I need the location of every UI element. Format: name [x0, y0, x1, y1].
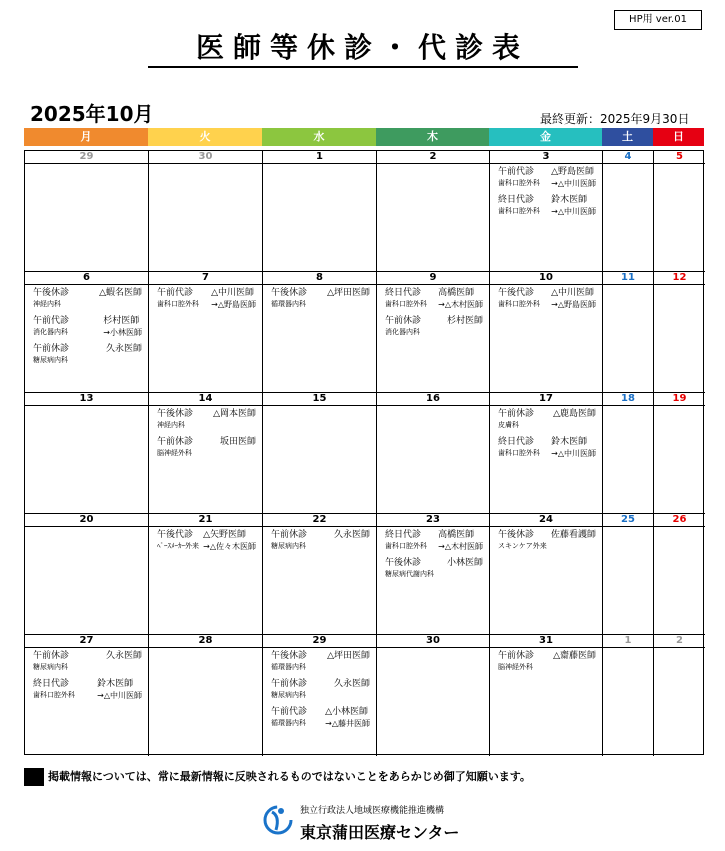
entry-department: 歯科口腔外科 — [498, 300, 540, 308]
day-number: 15 — [263, 393, 376, 406]
weekday-header: 火 — [148, 128, 262, 146]
day-number: 11 — [603, 272, 653, 285]
entry-department: ﾍﾟｰｽﾒｰｶｰ外来 — [157, 542, 199, 550]
entry-department: 糖尿病代謝内科 — [385, 570, 434, 578]
entry-left — [271, 707, 307, 729]
day-cell — [263, 514, 377, 635]
entry-left — [385, 530, 427, 552]
day-cell — [25, 393, 149, 514]
day-cell — [263, 393, 377, 514]
entry-department: 循環器内科 — [271, 663, 306, 671]
day-number: 3 — [490, 151, 602, 164]
organization-name: 東京蒲田医療センター — [300, 823, 460, 842]
entry-type: 午前休診 — [498, 651, 535, 661]
day-cell — [603, 272, 654, 393]
entry-type: 終日代診 — [498, 195, 535, 205]
entry-right — [106, 344, 142, 355]
day-number: 30 — [149, 151, 262, 164]
entry-left — [271, 679, 307, 701]
entry-type: 午後休診 — [498, 530, 535, 540]
entry-left — [498, 437, 540, 459]
entry-department: スキンケア外来 — [498, 542, 547, 550]
day-cell — [263, 151, 377, 272]
schedule-entry — [265, 679, 374, 707]
entry-type: 午後代診 — [157, 530, 194, 540]
day-number: 17 — [490, 393, 602, 406]
day-cell — [25, 635, 149, 756]
day-number: 30 — [377, 635, 489, 648]
day-cell — [603, 151, 654, 272]
schedule-entry — [492, 409, 600, 437]
entry-left — [271, 530, 307, 552]
day-cell — [377, 635, 490, 756]
entry-doctor: 杉村医師 — [103, 316, 140, 326]
entry-doctor: 坂田医師 — [219, 437, 256, 447]
schedule-entry — [265, 707, 374, 735]
day-number: 2 — [654, 635, 705, 648]
schedule-entry — [265, 530, 374, 558]
day-number: 28 — [149, 635, 262, 648]
entry-department: 糖尿病内科 — [33, 356, 68, 364]
entry-type: 午後代診 — [498, 288, 535, 298]
schedule-entry — [379, 288, 487, 316]
day-cell — [149, 635, 263, 756]
month-label: 2025年10月 — [30, 102, 154, 126]
day-number: 13 — [25, 393, 148, 406]
entry-type: 午前代診 — [157, 288, 194, 298]
entry-left — [385, 288, 427, 310]
day-number: 23 — [377, 514, 489, 527]
day-cell — [654, 272, 705, 393]
entry-type: 午前休診 — [385, 316, 422, 326]
day-number: 14 — [149, 393, 262, 406]
day-number: 4 — [603, 151, 653, 164]
schedule-entry — [151, 409, 260, 437]
entry-substitute: →小林医師 — [103, 328, 142, 337]
entry-right — [447, 558, 483, 569]
notice-marker — [24, 768, 44, 786]
day-cell — [377, 272, 490, 393]
entry-left — [385, 558, 434, 580]
page-title: 医師等休診・代診表 — [195, 31, 529, 64]
entry-substitute: →△野島医師 — [211, 300, 256, 309]
entry-substitute: →△中川医師 — [551, 449, 596, 458]
entry-left — [157, 530, 199, 552]
schedule-entry — [27, 679, 146, 707]
entry-department: 歯科口腔外科 — [385, 300, 427, 308]
entry-left — [33, 651, 69, 673]
day-number: 20 — [25, 514, 148, 527]
day-cell — [377, 393, 490, 514]
day-number: 10 — [490, 272, 602, 285]
entry-left — [33, 288, 69, 310]
entry-department: 脳神経外科 — [498, 663, 533, 671]
entry-right — [213, 409, 256, 420]
notice — [24, 768, 531, 786]
schedule-entry — [27, 288, 146, 316]
day-number: 9 — [377, 272, 489, 285]
entry-right — [553, 651, 596, 662]
notice-text: 掲載情報については、常に最新情報に反映されるものではないことをあらかじめ御了知願います。 — [48, 770, 531, 783]
entry-right — [551, 195, 596, 217]
entry-department: 糖尿病内科 — [271, 691, 306, 699]
entry-doctor: 高橋医師 — [438, 288, 475, 298]
entry-left — [498, 288, 540, 310]
entry-doctor: △小林医師 — [325, 707, 369, 717]
entry-doctor: △坪田医師 — [327, 288, 370, 298]
entry-right — [334, 679, 370, 690]
entry-doctor: 久永医師 — [105, 344, 142, 354]
entry-type: 午前休診 — [271, 679, 308, 689]
calendar-grid — [24, 150, 704, 755]
title-underline — [148, 66, 578, 68]
schedule-entry — [492, 288, 600, 316]
entry-doctor: △坪田医師 — [327, 651, 370, 661]
entry-doctor: 佐藤看護師 — [550, 530, 596, 540]
day-number: 1 — [263, 151, 376, 164]
entry-type: 終日代診 — [385, 288, 422, 298]
entry-doctor: △蝦名医師 — [99, 288, 142, 298]
day-number: 18 — [603, 393, 653, 406]
schedule-entry — [492, 530, 600, 558]
entry-left — [498, 651, 534, 673]
entry-right — [447, 316, 483, 327]
entry-right — [327, 651, 370, 662]
entry-department: 消化器内科 — [33, 328, 68, 336]
day-cell — [149, 272, 263, 393]
hospital-logo-icon — [262, 802, 294, 838]
entry-type: 午後休診 — [271, 288, 308, 298]
entry-left — [498, 167, 540, 189]
entry-right — [97, 679, 142, 701]
entry-left — [498, 530, 547, 552]
entry-doctor: 久永医師 — [333, 530, 370, 540]
day-cell — [654, 393, 705, 514]
day-cell — [149, 514, 263, 635]
entry-type: 終日代診 — [498, 437, 535, 447]
entry-doctor: △矢野医師 — [203, 530, 247, 540]
entry-department: 循環器内科 — [271, 719, 306, 727]
schedule-entry — [265, 288, 374, 316]
entry-department: 消化器内科 — [385, 328, 420, 336]
entry-right — [334, 530, 370, 541]
day-cell — [25, 514, 149, 635]
entry-doctor: 鈴木医師 — [551, 195, 588, 205]
entry-right — [99, 288, 142, 299]
entry-doctor: 久永医師 — [105, 651, 142, 661]
entry-doctor: △中川医師 — [551, 288, 595, 298]
day-cell — [490, 393, 603, 514]
entry-left — [157, 288, 199, 310]
entry-right — [211, 288, 256, 310]
schedule-entry — [27, 316, 146, 344]
entry-right — [551, 437, 596, 459]
entry-right — [220, 437, 256, 448]
entry-department: 歯科口腔外科 — [385, 542, 427, 550]
schedule-entry — [492, 195, 600, 223]
entry-substitute: →△佐々木医師 — [203, 542, 256, 551]
entry-department: 糖尿病内科 — [33, 663, 68, 671]
entry-type: 午前休診 — [271, 530, 308, 540]
entry-department: 循環器内科 — [271, 300, 306, 308]
day-number: 29 — [263, 635, 376, 648]
entry-right — [106, 651, 142, 662]
day-cell — [377, 514, 490, 635]
entry-right — [103, 316, 142, 338]
entry-substitute: →△藤井医師 — [325, 719, 370, 728]
entry-left — [271, 651, 307, 673]
entry-doctor: △岡本医師 — [213, 409, 256, 419]
entry-type: 午前休診 — [33, 651, 70, 661]
day-number: 21 — [149, 514, 262, 527]
day-cell — [263, 272, 377, 393]
version-label: HP用 ver.01 — [614, 10, 702, 30]
day-number: 25 — [603, 514, 653, 527]
day-cell — [25, 151, 149, 272]
schedule-entry — [27, 344, 146, 372]
entry-type: 午前代診 — [498, 167, 535, 177]
entry-doctor: 高橋医師 — [438, 530, 475, 540]
entry-type: 午後休診 — [385, 558, 422, 568]
entry-type: 午前休診 — [157, 437, 194, 447]
schedule-entry — [492, 167, 600, 195]
day-number: 24 — [490, 514, 602, 527]
day-number: 31 — [490, 635, 602, 648]
entry-left — [157, 409, 193, 431]
entry-substitute: →△中川医師 — [97, 691, 142, 700]
schedule-entry — [379, 558, 487, 586]
entry-right — [551, 288, 596, 310]
entry-right — [553, 409, 596, 420]
entry-department: 歯科口腔外科 — [33, 691, 75, 699]
weekday-header: 日 — [653, 128, 704, 146]
entry-department: 脳神経外科 — [157, 449, 192, 457]
entry-left — [498, 195, 540, 217]
weekday-header: 木 — [376, 128, 489, 146]
entry-department: 歯科口腔外科 — [498, 207, 540, 215]
entry-type: 終日代診 — [385, 530, 422, 540]
entry-left — [33, 344, 69, 366]
day-number: 29 — [25, 151, 148, 164]
schedule-entry — [492, 651, 600, 679]
entry-type: 午前代診 — [271, 707, 308, 717]
entry-doctor: 鈴木医師 — [551, 437, 588, 447]
day-number: 8 — [263, 272, 376, 285]
entry-department: 神経内科 — [33, 300, 61, 308]
day-cell — [654, 635, 705, 756]
entry-department: 歯科口腔外科 — [498, 179, 540, 187]
day-number: 19 — [654, 393, 705, 406]
weekday-header: 金 — [489, 128, 602, 146]
entry-type: 午後休診 — [33, 288, 70, 298]
schedule-entry — [492, 437, 600, 465]
entry-department: 歯科口腔外科 — [498, 449, 540, 457]
weekday-header: 水 — [262, 128, 376, 146]
entry-department: 皮膚科 — [498, 421, 519, 429]
schedule-entry — [379, 316, 487, 344]
entry-right — [325, 707, 370, 729]
day-number: 26 — [654, 514, 705, 527]
entry-doctor: △齋藤医師 — [553, 651, 596, 661]
schedule-entry — [151, 437, 260, 465]
day-cell — [25, 272, 149, 393]
last-updated: 最終更新：2025年9月30日 — [540, 112, 690, 126]
entry-left — [33, 316, 69, 338]
entry-department: 神経内科 — [157, 421, 185, 429]
entry-doctor: △中川医師 — [211, 288, 255, 298]
entry-left — [271, 288, 307, 310]
day-cell — [149, 393, 263, 514]
day-number: 7 — [149, 272, 262, 285]
day-cell — [377, 151, 490, 272]
entry-right — [327, 288, 370, 299]
entry-doctor: △鹿島医師 — [553, 409, 596, 419]
schedule-entry — [265, 651, 374, 679]
entry-left — [33, 679, 75, 701]
day-number: 22 — [263, 514, 376, 527]
entry-doctor: 小林医師 — [446, 558, 483, 568]
entry-type: 午前代診 — [33, 316, 70, 326]
entry-department: 糖尿病内科 — [271, 542, 306, 550]
schedule-entry — [27, 651, 146, 679]
entry-doctor: △野島医師 — [551, 167, 595, 177]
entry-right — [438, 288, 483, 310]
schedule-entry — [151, 288, 260, 316]
day-cell — [490, 635, 603, 756]
entry-type: 午後休診 — [157, 409, 194, 419]
entry-substitute: →△木村医師 — [438, 300, 483, 309]
entry-department: 歯科口腔外科 — [157, 300, 199, 308]
entry-type: 午前休診 — [498, 409, 535, 419]
day-cell — [149, 151, 263, 272]
entry-left — [385, 316, 421, 338]
day-cell — [654, 151, 705, 272]
entry-substitute: →△野島医師 — [551, 300, 596, 309]
day-number: 27 — [25, 635, 148, 648]
day-number: 5 — [654, 151, 705, 164]
entry-right — [551, 530, 596, 541]
day-cell — [603, 393, 654, 514]
entry-doctor: 鈴木医師 — [97, 679, 134, 689]
entry-left — [498, 409, 534, 431]
day-number: 2 — [377, 151, 489, 164]
entry-substitute: →△中川医師 — [551, 179, 596, 188]
organization-parent: 独立行政法人地域医療機能推進機構 — [300, 806, 445, 816]
entry-left — [157, 437, 193, 459]
weekday-header: 月 — [24, 128, 148, 146]
day-cell — [490, 151, 603, 272]
entry-type: 午後休診 — [271, 651, 308, 661]
entry-substitute: →△中川医師 — [551, 207, 596, 216]
day-cell — [490, 514, 603, 635]
schedule-entry — [151, 530, 260, 558]
day-cell — [603, 514, 654, 635]
day-cell — [263, 635, 377, 756]
entry-right — [203, 530, 256, 552]
entry-right — [551, 167, 596, 189]
day-number: 6 — [25, 272, 148, 285]
day-number: 16 — [377, 393, 489, 406]
day-cell — [490, 272, 603, 393]
day-number: 1 — [603, 635, 653, 648]
entry-substitute: →△木村医師 — [438, 542, 483, 551]
entry-doctor: 杉村医師 — [446, 316, 483, 326]
day-cell — [654, 514, 705, 635]
entry-type: 午前休診 — [33, 344, 70, 354]
schedule-entry — [379, 530, 487, 558]
entry-type: 終日代診 — [33, 679, 70, 689]
entry-right — [438, 530, 483, 552]
day-number: 12 — [654, 272, 705, 285]
weekday-header: 土 — [602, 128, 653, 146]
entry-doctor: 久永医師 — [333, 679, 370, 689]
day-cell — [603, 635, 654, 756]
